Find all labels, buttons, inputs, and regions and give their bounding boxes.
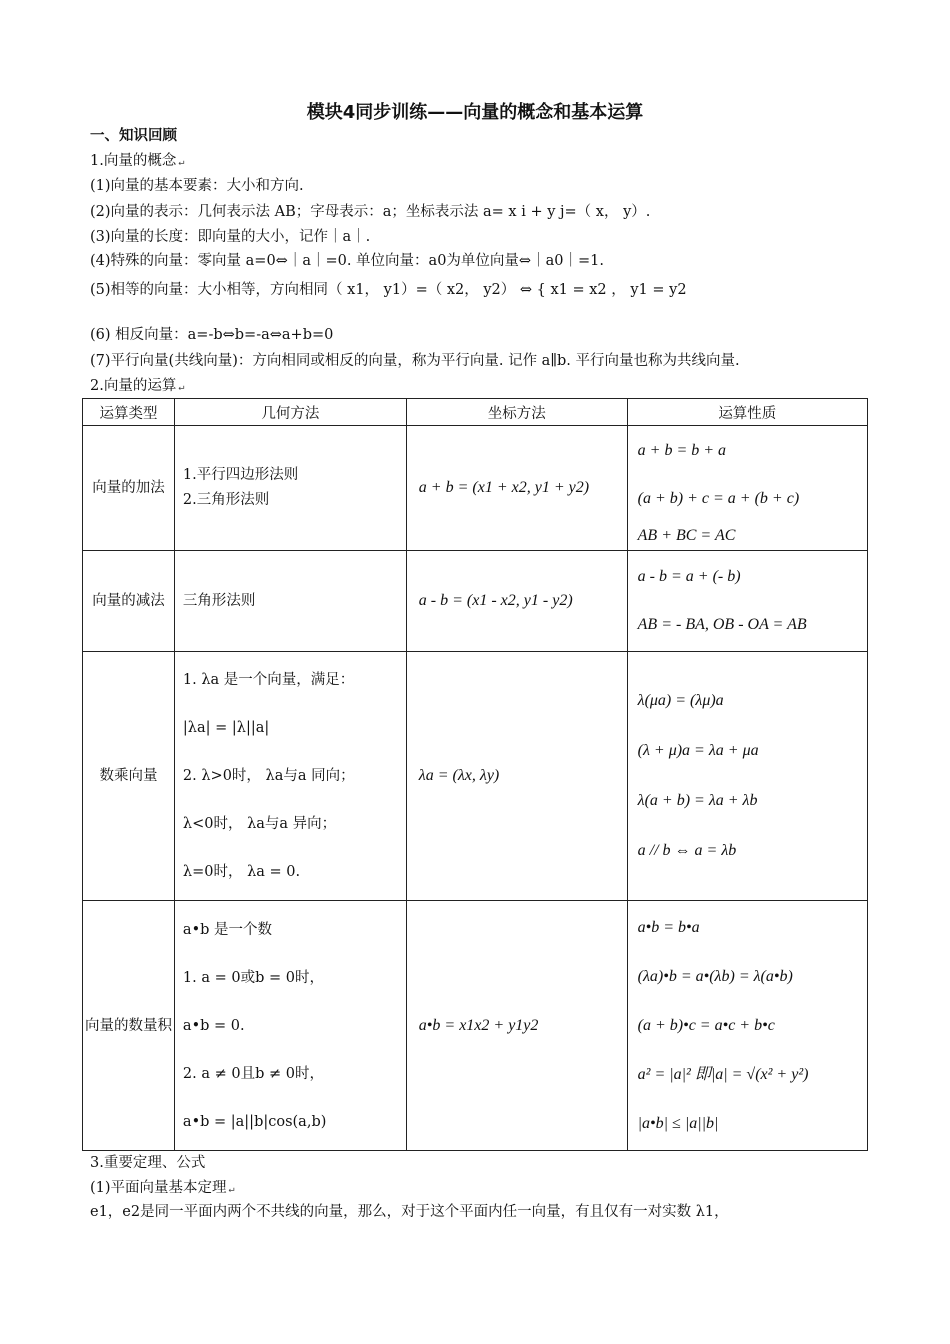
property-line: |a•b| ≤ |a||b| <box>637 1115 719 1132</box>
subsection-text: 1.向量的概念 <box>90 153 177 169</box>
subsection-text: 2.向量的运算 <box>90 378 177 394</box>
operation-properties <box>627 426 867 551</box>
concept-item-1: (1)向量的基本要素：大小和方向. <box>90 178 304 194</box>
theorem-heading-text: (1)平面向量基本定理 <box>90 1180 227 1196</box>
geometric-method <box>174 426 406 551</box>
column-header: 运算性质 <box>627 399 867 426</box>
geo-line: a•b = |a||b|cos(a,b) <box>182 1113 327 1130</box>
geometric-method <box>174 551 406 652</box>
geo-line: 2. λ>0时， λa与a 同向； <box>182 768 355 784</box>
property-line: λ(μa) = (λμ)a <box>637 692 724 709</box>
geo-line: 1.平行四边形法则 <box>182 467 299 483</box>
table-row <box>83 652 868 901</box>
coordinate-method: a - b = (x1 - x2, y1 - y2) <box>406 551 627 652</box>
geo-line: |λa| = |λ||a| <box>182 720 270 736</box>
page-title: 模块4同步训练——向量的概念和基本运算 <box>306 102 644 123</box>
geo-line: a•b 是一个数 <box>182 921 273 938</box>
property-line: AB + BC = AC <box>637 527 736 544</box>
subsection-heading <box>90 376 184 398</box>
table-row <box>83 426 868 551</box>
geo-line: 1. λa 是一个向量，满足： <box>182 672 355 688</box>
geometric-method <box>174 901 406 1151</box>
paragraph-mark-icon: ↵ <box>178 382 185 393</box>
coordinate-method: a•b = x1x2 + y1y2 <box>406 901 627 1151</box>
property-line: a + b = b + a <box>637 442 727 459</box>
section-heading: 一、知识回顾 <box>90 128 177 144</box>
subsection-heading <box>90 151 184 173</box>
theorem-heading <box>90 1178 235 1200</box>
geo-line: a•b = 0. <box>182 1017 245 1034</box>
table-row <box>83 901 868 1151</box>
coordinate-method: λa = (λx, λy) <box>406 652 627 901</box>
column-header: 几何方法 <box>174 399 406 426</box>
geo-line: 1. a = 0或b = 0时， <box>182 969 324 986</box>
operation-properties <box>627 551 867 652</box>
subsection-heading: 3.重要定理、公式 <box>90 1155 206 1171</box>
theorem-text: e1，e2是同一平面内两个不共线的向量，那么，对于这个平面内任一向量，有且仅有一对实数 λ1， <box>90 1204 729 1220</box>
column-header: 运算类型 <box>83 399 175 426</box>
property-line: a // b ⇔ a = λb <box>637 842 737 859</box>
concept-item-3: (3)向量的长度：即向量的大小，记作｜a｜. <box>90 229 371 245</box>
geo-line: λ=0时， λa = 0. <box>182 864 301 880</box>
property-line: (a + b) + c = a + (b + c) <box>637 490 800 507</box>
concept-item-7: (7)平行向量(共线向量)：方向相同或相反的向量，称为平行向量. 记作 a∥b. 平行向量也称为共线向量. <box>90 353 740 369</box>
column-header: 坐标方法 <box>406 399 627 426</box>
property-line: a² = |a|² 即|a| = √(x² + y²) <box>637 1066 809 1083</box>
operation-properties <box>627 901 867 1151</box>
concept-item-4: (4)特殊的向量：零向量 a=0⇔｜a｜=0. 单位向量：a0为单位向量⇔｜a0｜=1. <box>90 253 604 269</box>
table-header-row <box>83 399 868 426</box>
property-line: (λa)•b = a•(λb) = λ(a•b) <box>637 968 793 985</box>
operations-table <box>82 398 868 1151</box>
property-line: (a + b)•c = a•c + b•c <box>637 1017 775 1034</box>
geometric-method <box>174 652 406 901</box>
concept-item-6: (6) 相反向量：a=-b⇔b=-a⇔a+b=0 <box>90 327 334 343</box>
operation-type: 数乘向量 <box>83 652 175 901</box>
property-line: a•b = b•a <box>637 919 700 936</box>
property-line: λ(a + b) = λa + λb <box>637 792 758 809</box>
geo-line: 2.三角形法则 <box>182 492 270 508</box>
geo-line: 三角形法则 <box>182 592 256 609</box>
geo-line: λ<0时， λa与a 异向； <box>182 816 337 832</box>
property-line: (λ + μ)a = λa + μa <box>637 742 759 759</box>
paragraph-mark-icon: ↵ <box>178 157 185 168</box>
paragraph-mark-icon: ↵ <box>228 1184 235 1195</box>
table-row <box>83 551 868 652</box>
property-line: AB = - BA, OB - OA = AB <box>637 616 807 633</box>
coordinate-method: a + b = (x1 + x2, y1 + y2) <box>406 426 627 551</box>
operation-type: 向量的数量积 <box>83 901 175 1151</box>
operation-type: 向量的减法 <box>83 551 175 652</box>
concept-item-2: (2)向量的表示：几何表示法 AB；字母表示：a；坐标表示法 a= x i + y j=（ x， y）. <box>90 204 651 220</box>
operation-properties <box>627 652 867 901</box>
concept-item-5: (5)相等的向量：大小相等，方向相同（ x1， y1）=（ x2， y2） ⇔ { x1 = x2 ， y1 = y2 <box>90 282 687 298</box>
operation-type: 向量的加法 <box>83 426 175 551</box>
geo-line: 2. a ≠ 0且b ≠ 0时， <box>182 1065 324 1082</box>
property-line: a - b = a + (- b) <box>637 568 741 585</box>
